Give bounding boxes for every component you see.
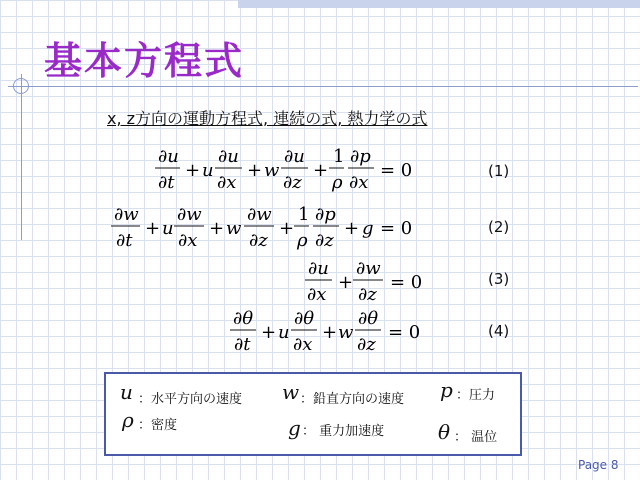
symbol-theta: θ	[438, 420, 451, 444]
svg-text:+: +	[185, 160, 201, 181]
label-theta: ： 温位	[454, 430, 498, 445]
svg-text:+: +	[261, 322, 277, 343]
svg-text:∂w: ∂w	[356, 258, 381, 279]
svg-text:∂u: ∂u	[308, 258, 329, 279]
equation-3	[305, 258, 422, 305]
svg-text:g: g	[362, 218, 374, 239]
svg-text:+: +	[145, 218, 161, 239]
svg-text:w: w	[226, 218, 242, 239]
svg-text:∂w: ∂w	[247, 204, 272, 225]
svg-text:∂θ: ∂θ	[294, 308, 315, 329]
svg-text:+: +	[247, 160, 263, 181]
svg-text:∂t: ∂t	[234, 334, 251, 355]
svg-text:= 0: = 0	[380, 160, 413, 181]
equation-number-1: (1)	[488, 162, 510, 180]
svg-text:∂θ: ∂θ	[358, 308, 379, 329]
svg-text:= 0: = 0	[390, 272, 423, 293]
svg-text:= 0: = 0	[388, 322, 421, 343]
svg-text:∂w: ∂w	[177, 204, 202, 225]
svg-text:∂t: ∂t	[158, 172, 175, 193]
header-band	[238, 0, 640, 8]
symbol-w: w	[282, 380, 300, 404]
equation-2	[111, 204, 412, 251]
svg-text:1: 1	[333, 146, 345, 167]
equation-4	[230, 308, 420, 355]
svg-text:+: +	[313, 160, 329, 181]
svg-text:∂θ: ∂θ	[233, 308, 254, 329]
label-u: ：水平方向の速度	[138, 392, 243, 407]
symbol-rho: ρ	[122, 408, 134, 432]
svg-text:∂x: ∂x	[178, 230, 198, 251]
equation-number-3: (3)	[488, 270, 510, 288]
svg-text:w: w	[338, 322, 354, 343]
slide-title: 基本方程式	[44, 39, 245, 83]
svg-text:∂u: ∂u	[218, 146, 239, 167]
symbol-g: g	[288, 416, 301, 440]
label-p: ：圧力	[456, 388, 496, 403]
svg-text:u: u	[162, 218, 174, 239]
svg-text:u: u	[202, 160, 214, 181]
variable-legend-box	[104, 372, 522, 456]
symbol-u: u	[120, 380, 133, 404]
svg-text:∂z: ∂z	[283, 172, 302, 193]
svg-text:+: +	[344, 218, 360, 239]
svg-text:= 0: = 0	[380, 218, 413, 239]
svg-text:∂z: ∂z	[357, 334, 376, 355]
equations-block	[100, 140, 440, 360]
svg-text:∂w: ∂w	[114, 204, 139, 225]
label-w: ：鉛直方向の速度	[300, 392, 405, 407]
svg-text:∂t: ∂t	[116, 230, 133, 251]
label-rho: ：密度	[138, 418, 178, 433]
svg-text:w: w	[264, 160, 280, 181]
svg-text:+: +	[322, 322, 338, 343]
equation-number-2: (2)	[488, 218, 510, 236]
decorative-circle	[13, 78, 29, 94]
equation-number-4: (4)	[488, 322, 510, 340]
svg-text:∂p: ∂p	[350, 146, 371, 167]
svg-text:∂z: ∂z	[249, 230, 268, 251]
label-g: ： 重力加速度	[302, 424, 385, 439]
svg-text:∂p: ∂p	[315, 204, 336, 225]
svg-text:∂z: ∂z	[358, 284, 377, 305]
svg-text:∂z: ∂z	[315, 230, 334, 251]
slide-subtitle: x, z方向の運動方程式, 連続の式, 熱力学の式	[107, 109, 428, 128]
svg-text:+: +	[279, 218, 295, 239]
svg-text:ρ: ρ	[332, 172, 343, 193]
svg-text:∂x: ∂x	[293, 334, 313, 355]
svg-text:1: 1	[298, 204, 310, 225]
equation-1	[155, 146, 412, 193]
svg-text:∂x: ∂x	[349, 172, 369, 193]
symbol-p: p	[440, 378, 453, 402]
svg-text:∂x: ∂x	[217, 172, 237, 193]
svg-text:∂x: ∂x	[307, 284, 327, 305]
decorative-vertical-line	[21, 74, 22, 240]
svg-text:+: +	[338, 272, 354, 293]
svg-text:∂u: ∂u	[158, 146, 179, 167]
svg-text:u: u	[278, 322, 290, 343]
svg-text:ρ: ρ	[297, 230, 308, 251]
decorative-horizontal-line	[8, 86, 638, 87]
svg-text:+: +	[209, 218, 225, 239]
page-number: Page 8	[578, 458, 619, 472]
svg-text:∂u: ∂u	[284, 146, 305, 167]
